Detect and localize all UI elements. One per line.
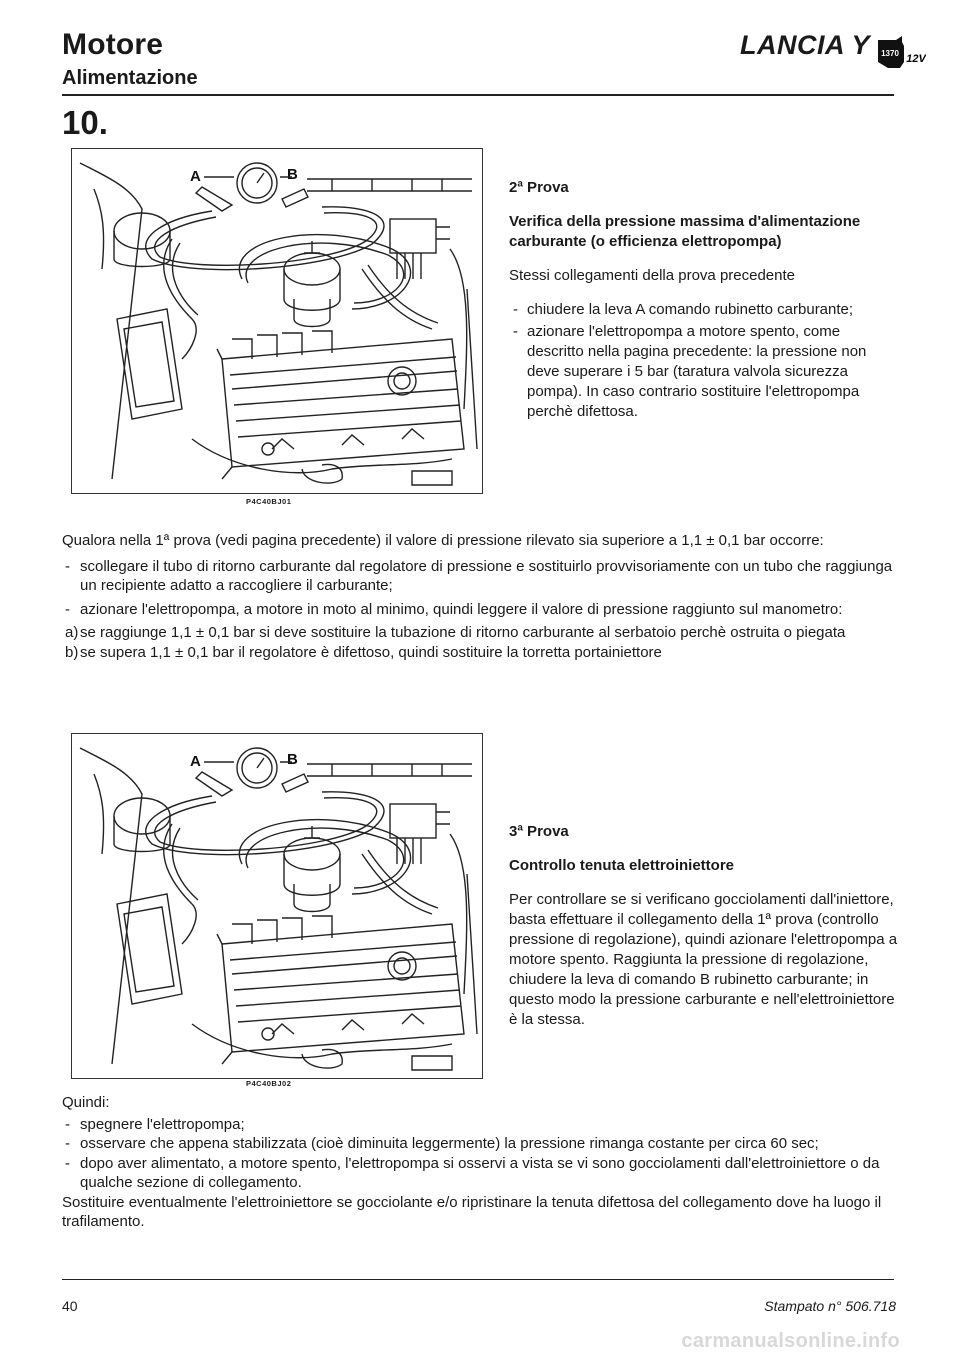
test3-subheading: Controllo tenuta elettroiniettore [509, 857, 734, 874]
test2-panel [509, 178, 899, 424]
list-item: a) se raggiunge 1,1 ± 0,1 bar si deve sostituire la tubazione di ritorno carburante al serbatoio perchè ostruita o piegata [62, 623, 898, 643]
body2-steps [62, 1115, 898, 1193]
figure1-code: P4C40BJ01 [246, 497, 292, 506]
list-item: - azionare l'elettropompa, a motore in moto al minimo, quindi leggere il valore di pressione raggiunto sul manometro: [62, 600, 898, 620]
body-block-1 [62, 531, 898, 662]
section-number: 10. [62, 104, 108, 141]
badge-text: 1370 [881, 49, 899, 58]
list-item: - scollegare il tubo di ritorno carburante dal regolatore di pressione e sostituirlo provvisoriamente con un tubo che raggiunga un recipiente adatto a raccogliere il carburante; [62, 557, 898, 596]
header-title: Motore [62, 28, 164, 61]
body2-intro: Quindi: [62, 1094, 110, 1111]
test2-intro: Stessi collegamenti della prova precedente [509, 267, 796, 284]
printed-code: Stampato n° 506.718 [764, 1298, 896, 1314]
figure-engine-diagram-2 [71, 733, 483, 1079]
brand-logo-text: LANCIA Y [739, 30, 870, 60]
page-number: 40 [62, 1298, 78, 1314]
body-block-2 [62, 1093, 898, 1238]
figure2-label-a: A [190, 753, 201, 770]
list-item: - chiudere la leva A comando rubinetto carburante; [509, 300, 899, 320]
test2-heading: 2ª Prova [509, 179, 569, 196]
figure1-label-b: B [287, 166, 298, 183]
test3-panel [509, 822, 899, 1044]
list-item: b) se supera 1,1 ± 0,1 bar il regolatore è difettoso, quindi sostituire la torretta portainiettore [62, 643, 898, 663]
figure1-label-a: A [190, 168, 201, 185]
figure2-label-b: B [287, 751, 298, 768]
body1-paragraph: Qualora nella 1ª prova (vedi pagina precedente) il valore di pressione rilevato sia superiore a 1,1 ± 0,1 bar occorre: [62, 532, 824, 549]
test3-heading: 3ª Prova [509, 823, 569, 840]
header-divider [62, 94, 894, 96]
badge-suffix: 12V [906, 53, 926, 65]
test3-paragraph: Per controllare se si verificano gocciolamenti dall'iniettore, basta effettuare il collegamento della 1ª prova (controllo pressione di regolazione), quindi azionare l'elettropompa a motore spento. Raggiunta la pressione di regolazione, chiudere la leva di comando B rubinetto carburante; in questo modo la pressione carburante e nell'elettroiniettore è la stessa. [509, 891, 898, 1028]
figure-engine-diagram-1 [71, 148, 483, 494]
list-item: - azionare l'elettropompa a motore spento, come descritto nella pagina precedente: la pressione non deve superare i 5 bar (taratura valvola sicurezza pompa). In caso contrario sostituire l'elettropompa perchè difettosa. [509, 322, 899, 422]
engine-badge-icon [874, 34, 926, 74]
figure2-code: P4C40BJ02 [246, 1079, 292, 1088]
test2-subheading: Verifica della pressione massima d'alimentazione carburante (o efficienza elettropompa) [509, 213, 861, 250]
footer-divider [62, 1279, 894, 1280]
list-item: - dopo aver alimentato, a motore spento, l'elettropompa si osservi a vista se vi sono gocciolamenti dall'elettroiniettore o da qualche sezione di collegamento. [62, 1154, 898, 1193]
body2-closing: Sostituire eventualmente l'elettroiniettore se gocciolante e/o ripristinare la tenuta difettosa del collegamento dove ha luogo il trafilamento. [62, 1193, 882, 1230]
header-subtitle: Alimentazione [62, 67, 198, 89]
body1-cases [62, 623, 898, 662]
body1-steps [62, 557, 898, 620]
watermark: carmanualsonline.info [681, 1330, 900, 1352]
test2-steps [509, 300, 899, 422]
list-item: - spegnere l'elettropompa; [62, 1115, 898, 1135]
list-item: - osservare che appena stabilizzata (cioè diminuita leggermente) la pressione rimanga costante per circa 60 sec; [62, 1134, 898, 1154]
